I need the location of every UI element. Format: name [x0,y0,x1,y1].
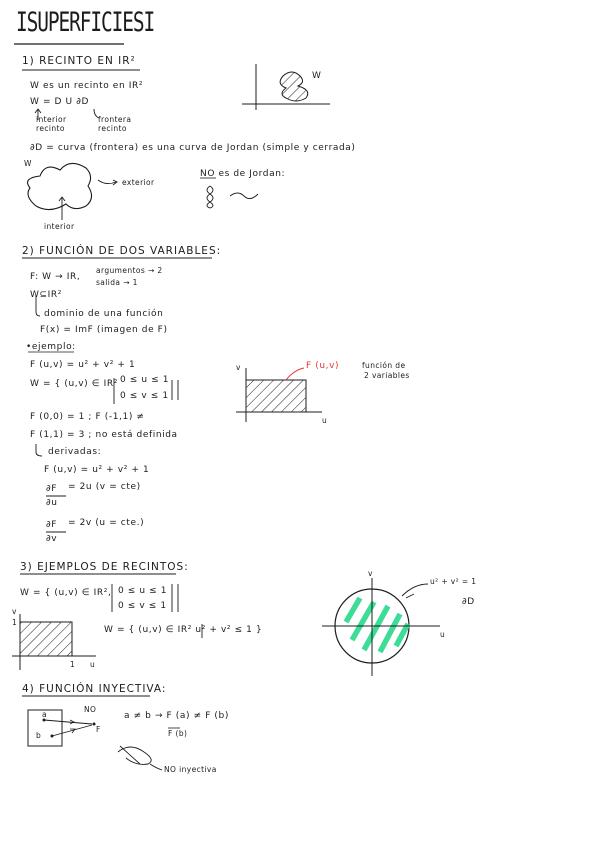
s2-graph-note2: 2 variables [364,371,410,380]
s4-rule2: F (b) [168,729,188,738]
s2-axis-v: v [236,363,241,372]
s4-no-inj: NO inyectiva [164,765,217,774]
s1-note-recinto2: recinto [98,124,127,133]
s3-tick-x: 1 [70,660,76,669]
s1-exterior: exterior [122,178,155,187]
jordan-curve [28,163,117,220]
s3-axis-u: u [90,660,96,669]
s2-heading: 2) FUNCIÓN DE DOS VARIABLES: [22,245,222,257]
s2-axis-u: u [322,416,328,425]
s4-injective-diagram [28,710,96,746]
s3-r1b: 0 ≤ u ≤ 1 [118,586,168,596]
s4-heading: 4) FUNCIÓN INYECTIVA: [22,683,167,695]
s2-ex3: F (0,0) = 1 ; F (-1,1) ≠ [30,412,145,422]
s2-deriv: derivadas: [48,447,102,457]
s3-r1c: 0 ≤ v ≤ 1 [118,601,167,611]
s2-sal: salida → 1 [96,278,138,287]
s2-graph-note1: función de [362,361,406,370]
s1-note-recinto: recinto [36,124,65,133]
s3-r2: W = { (u,v) ∈ IR² u² + v² ≤ 1 } [104,625,263,635]
s2-img: F(x) = ImF (imagen de F) [40,325,168,335]
s3-heading: 3) EJEMPLOS DE RECINTOS: [20,561,189,573]
s2-ex4: F (1,1) = 3 ; no está definida [30,430,178,440]
s4-label-no: NO [84,705,97,714]
no-jordan-sketches [200,178,258,208]
s1-note-interior: interior [36,115,67,124]
s3-disk-graph [322,578,440,676]
s2-ex2a: W = { (u,v) ∈ IR² [30,379,118,389]
s2-d2den: ∂v [46,534,58,544]
s2-d0: F (u,v) = u² + v² + 1 [44,465,150,475]
s1-heading: 1) RECINTO EN IR² [22,55,136,67]
s3-boundary: ∂D [462,597,475,607]
s2-domain-graph [236,368,322,422]
s2-d2rhs: = 2v (u = cte.) [68,518,145,528]
s2-graph-f: F (u,v) [306,361,340,371]
s2-ex2c: 0 ≤ v ≤ 1 [120,391,169,401]
s2-dom: dominio de una función [44,309,164,319]
s3-square-graph [12,614,96,670]
s1-line1: W es un recinto en IR² [30,81,144,91]
s2-d1den: ∂u [46,498,58,508]
s2-ex2b: 0 ≤ u ≤ 1 [120,375,170,385]
s2-ex1: F (u,v) = u² + v² + 1 [30,360,136,370]
page-title: ISUPERFICIESI [16,7,155,38]
s3-tick-1: 1 [12,618,18,627]
s4-rule: a ≠ b → F (a) ≠ F (b) [124,711,229,721]
s2-arg: argumentos → 2 [96,266,163,275]
s1-interior: interior [44,222,75,231]
s3-c-axis-u: u [440,630,446,639]
s3-axis-v: v [12,607,17,616]
s1-w-label: W [24,159,32,168]
s2-d2num: ∂F [46,520,58,530]
s4-f: F [96,725,101,734]
s1-note-frontera: frontera [98,115,132,124]
s2-fmap: F: W → IR, [30,272,81,282]
s1-no-jordan: NO es de Jordan: [200,169,286,179]
s1-line2: W = D U ∂D [30,97,89,107]
s2-d1num: ∂F [46,484,58,494]
s3-circle-eq: u² + v² = 1 [430,577,477,586]
s1-line3: ∂D = curva (frontera) es una curva de Jordan (simple y cerrada) [30,143,356,153]
s4-a: a [42,710,47,719]
s1-graph-label: W [312,71,322,81]
s3-c-axis-v: v [368,569,373,578]
s2-ejemplo: •ejemplo: [26,342,76,352]
s2-wsub: W⊆IR² [30,290,62,300]
s4-b: b [36,731,42,740]
s2-d1rhs: = 2u (v = cte) [68,482,141,492]
s3-r1a: W = { (u,v) ∈ IR², [20,588,112,598]
